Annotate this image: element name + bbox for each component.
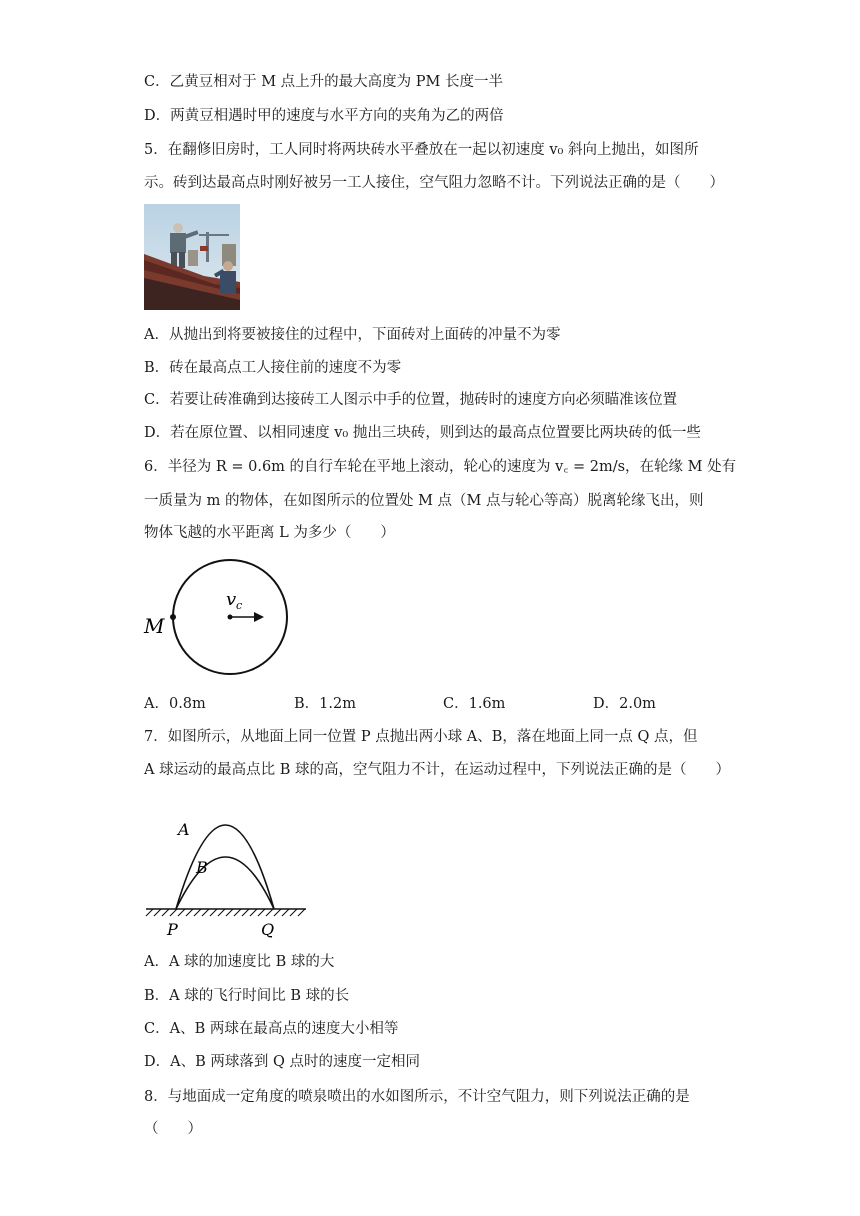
wheel-diagram	[140, 555, 300, 680]
q5-stem-line-1: 5．在翻修旧房时，工人同时将两块砖水平叠放在一起以初速度 v₀ 斜向上抛出，如图所	[144, 142, 699, 158]
velocity-arrowhead	[254, 612, 264, 622]
bricklayer-photo	[144, 204, 240, 310]
q6-option-c: C．1.6m	[443, 696, 506, 712]
label-q: Q	[261, 920, 275, 939]
ground-hatching	[146, 909, 305, 916]
q5-option-a: A．从抛出到将要被接住的过程中，下面砖对上面砖的冲量不为零	[144, 327, 561, 343]
projectile-diagram	[140, 785, 310, 940]
label-b: B	[196, 858, 208, 877]
q6-stem-line-3: 物体飞越的水平距离 L 为多少（ ）	[144, 525, 395, 541]
point-m	[170, 614, 176, 620]
label-v-subscript: c	[236, 599, 243, 612]
q6-stem-line-1: 6．半径为 R = 0.6m 的自行车轮在平地上滚动，轮心的速度为 v꜀ = 2m/s，在轮缘 M 处有	[144, 459, 737, 475]
q7-stem-line-1: 7．如图所示，从地面上同一位置 P 点抛出两小球 A、B，落在地面上同一点 Q 点，但	[144, 729, 698, 745]
q4-option-c: C．乙黄豆相对于 M 点上升的最大高度为 PM 长度一半	[144, 74, 503, 90]
q5-stem-line-2: 示。砖到达最高点时刚好被另一工人接住，空气阻力忽略不计。下列说法正确的是（ ）	[144, 175, 724, 191]
q6-options	[144, 692, 744, 712]
q7-option-b: B．A 球的飞行时间比 B 球的长	[144, 988, 350, 1004]
q7-option-c: C．A、B 两球在最高点的速度大小相等	[144, 1021, 399, 1037]
q8-stem-line-2: （ ）	[144, 1121, 202, 1137]
q4-option-d: D．两黄豆相遇时甲的速度与水平方向的夹角为乙的两倍	[144, 108, 504, 124]
q7-option-a: A．A 球的加速度比 B 球的大	[144, 954, 335, 970]
q6-option-a: A．0.8m	[144, 696, 206, 712]
q5-option-b: B．砖在最高点工人接住前的速度不为零	[144, 360, 402, 376]
q6-option-d: D．2.0m	[593, 696, 656, 712]
q7-option-d: D．A、B 两球落到 Q 点时的速度一定相同	[144, 1054, 420, 1070]
label-p: P	[167, 920, 178, 939]
label-a: A	[178, 820, 190, 839]
label-v: v	[226, 589, 237, 610]
q7-stem-line-2: A 球运动的最高点比 B 球的高，空气阻力不计，在运动过程中，下列说法正确的是（ ）	[144, 762, 730, 778]
label-m: M	[144, 614, 165, 638]
q6-stem-line-2: 一质量为 m 的物体，在如图所示的位置处 M 点（M 点与轮心等高）脱离轮缘飞出，则	[144, 493, 704, 509]
q5-option-d: D．若在原位置、以相同速度 v₀ 抛出三块砖，则到达的最高点位置要比两块砖的低一些	[144, 425, 701, 441]
q8-stem-line-1: 8．与地面成一定角度的喷泉喷出的水如图所示，不计空气阻力，则下列说法正确的是	[144, 1089, 690, 1105]
trajectory-a	[176, 825, 274, 909]
q6-option-b: B．1.2m	[294, 696, 356, 712]
q5-option-c: C．若要让砖准确到达接砖工人图示中手的位置，抛砖时的速度方向必须瞄准该位置	[144, 392, 678, 408]
